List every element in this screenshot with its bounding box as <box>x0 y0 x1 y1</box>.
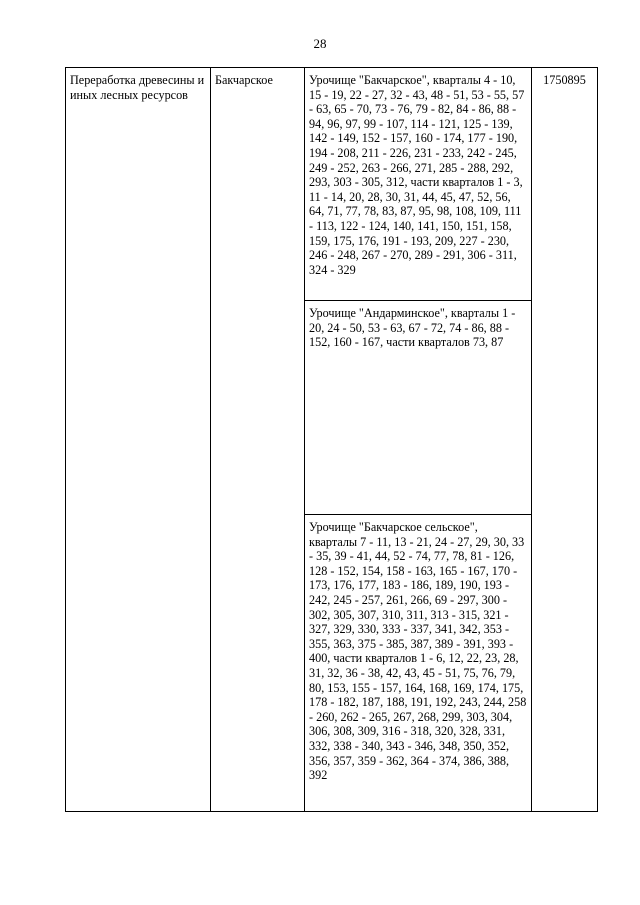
tract-cell-bakcharskoe: Урочище "Бакчарское", кварталы 4 - 10, 15 - 19, 22 - 27, 32 - 43, 48 - 51, 53 - 55, 57 - 63, 65 - 70, 73 - 76, 79 - 82, 84 - 86, 88 - 94, 96, 97, 99 - 107, 114 - 121, 125 - 139, 142 - 149, 152 - 157, 160 - 174, 177 - 190, 194 - 208, 211 - 226, 231 - 233, 242 - 245, 249 - 252, 263 - 266, 271, 285 - 288, 292, 293, 303 - 305, 312, части кварталов 1 - 3, 11 - 14, 20, 28, 30, 31, 44, 45, 47, 52, 56, 64, 71, 77, 78, 83, 87, 95, 98, 108, 109, 111 - 113, 122 - 124, 140, 141, 150, 151, 158, 159, 175, 176, 191 - 193, 209, 227 - 230, 246 - 248, 267 - 270, 289 - 291, 306 - 311, 324 - 329 <box>305 68 532 301</box>
forest-areas-table <box>65 67 598 812</box>
area-cell: 1750895 <box>532 68 598 812</box>
activity-cell: Переработка древесины и иных лесных ресурсов <box>66 68 211 812</box>
table-row <box>66 68 598 301</box>
page-number: 28 <box>313 36 327 51</box>
tract-cell-andarminskoe: Урочище "Андарминское", кварталы 1 - 20, 24 - 50, 53 - 63, 67 - 72, 74 - 86, 88 - 152, 160 - 167, части кварталов 73, 87 <box>305 301 532 515</box>
forestry-cell: Бакчарское <box>211 68 305 812</box>
tract-cell-bakcharskoe-selskoe: Урочище "Бакчарское сельское", кварталы 7 - 11, 13 - 21, 24 - 27, 29, 30, 33 - 35, 39 - 41, 44, 52 - 74, 77, 78, 81 - 126, 128 - 152, 154, 158 - 163, 165 - 167, 170 - 173, 176, 177, 183 - 186, 189, 190, 193 - 242, 245 - 257, 261, 266, 69 - 297, 300 - 302, 305, 307, 310, 311, 313 - 315, 321 - 327, 329, 330, 333 - 337, 341, 342, 353 - 355, 363, 375 - 385, 387, 389 - 391, 393 - 400, части кварталов 1 - 6, 12, 22, 23, 28, 31, 32, 36 - 38, 42, 43, 45 - 51, 75, 76, 79, 80, 153, 155 - 157, 164, 168, 169, 174, 175, 178 - 182, 187, 188, 191, 192, 243, 244, 258 - 260, 262 - 265, 267, 268, 299, 303, 304, 306, 308, 309, 316 - 318, 320, 328, 331, 332, 338 - 340, 343 - 346, 348, 350, 352, 356, 357, 359 - 362, 364 - 374, 386, 388, 392 <box>305 515 532 812</box>
